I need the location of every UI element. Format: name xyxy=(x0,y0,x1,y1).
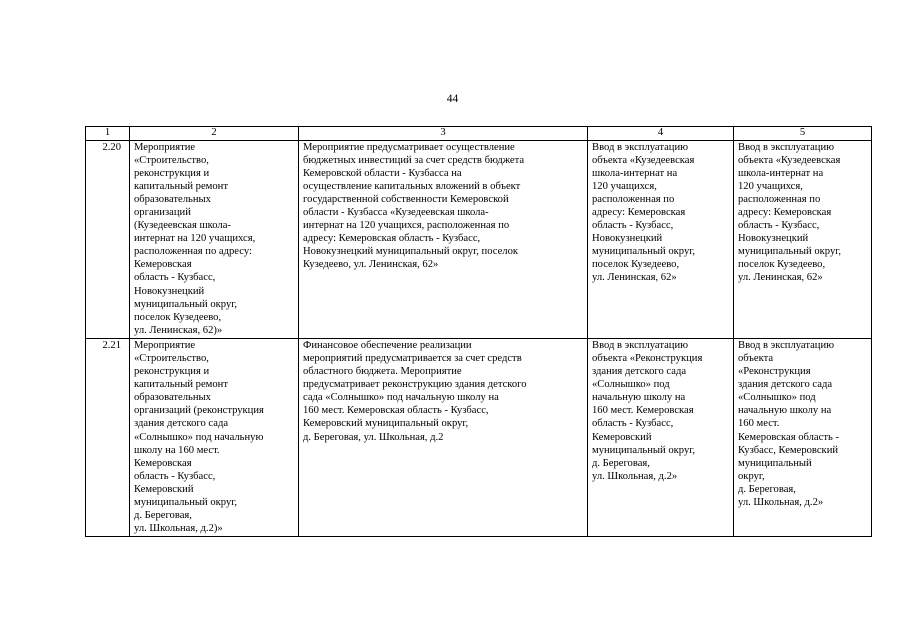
expected-result-cell: Ввод в эксплуатацию объекта «Кузедеевская школа-интернат на 120 учащихся, расположенная по адресу: Кемеровская область - Кузбасс, Новокузнецкий муниципальный округ, поселок Кузедеево, ул. Ленинская, 62» xyxy=(588,140,734,338)
table-row xyxy=(86,338,872,536)
measure-name-cell: Мероприятие «Строительство, реконструкция и капитальный ремонт образовательных организаций (Кузедеевская школа- интернат на 120 учащихся, расположенная по адресу: Кемеровская область - Кузбасс, Новокузнецкий муниципальный округ, поселок Кузедеево, ул. Ленинская, 62)» xyxy=(130,140,299,338)
result-indicator-cell: Ввод в эксплуатацию объекта «Реконструкция здания детского сада «Солнышко» под начальную школу на 160 мест. Кемеровская область - Кузбасс, Кемеровский муниципальный округ, д. Береговая, ул. Школьная, д.2» xyxy=(734,338,872,536)
row-number: 2.21 xyxy=(86,338,130,536)
header-col-5: 5 xyxy=(734,127,872,141)
row-number: 2.20 xyxy=(86,140,130,338)
header-col-1: 1 xyxy=(86,127,130,141)
result-indicator-cell: Ввод в эксплуатацию объекта «Кузедеевская школа-интернат на 120 учащихся, расположенная по адресу: Кемеровская область - Кузбасс, Новокузнецкий муниципальный округ, поселок Кузедеево, ул. Ленинская, 62» xyxy=(734,140,872,338)
page-number: 44 xyxy=(446,93,459,105)
measure-description-cell: Мероприятие предусматривает осуществление бюджетных инвестиций за счет средств бюджета Кемеровской области - Кузбасса на осуществление капитальных вложений в объект государственной собственности Кемеровской области - Кузбасса «Кузедеевская школа- интернат на 120 учащихся, расположенная по адресу: Кемеровская область - Кузбасс, Новокузнецкий муниципальный округ, поселок Кузедеево, ул. Ленинская, 62» xyxy=(299,140,588,338)
expected-result-cell: Ввод в эксплуатацию объекта «Реконструкция здания детского сада «Солнышко» под начальную школу на 160 мест. Кемеровская область - Кузбасс, Кемеровский муниципальный округ, д. Береговая, ул. Школьная, д.2» xyxy=(588,338,734,536)
measure-name-cell: Мероприятие «Строительство, реконструкция и капитальный ремонт образовательных организаций (реконструкция здания детского сада «Солнышко» под начальную школу на 160 мест. Кемеровская область - Кузбасс, Кемеровский муниципальный округ, д. Береговая, ул. Школьная, д.2)» xyxy=(130,338,299,536)
table-row xyxy=(86,140,872,338)
header-col-3: 3 xyxy=(299,127,588,141)
measure-description-cell: Финансовое обеспечение реализации мероприятий предусматривается за счет средств областного бюджета. Мероприятие предусматривает реконструкцию здания детского сада «Солнышко» под начальную школу на 160 мест. Кемеровская область - Кузбасс, Кемеровский муниципальный округ, д. Береговая, ул. Школьная, д.2 xyxy=(299,338,588,536)
table-header-row xyxy=(86,127,872,141)
header-col-4: 4 xyxy=(588,127,734,141)
header-col-2: 2 xyxy=(130,127,299,141)
measures-table xyxy=(85,126,872,537)
